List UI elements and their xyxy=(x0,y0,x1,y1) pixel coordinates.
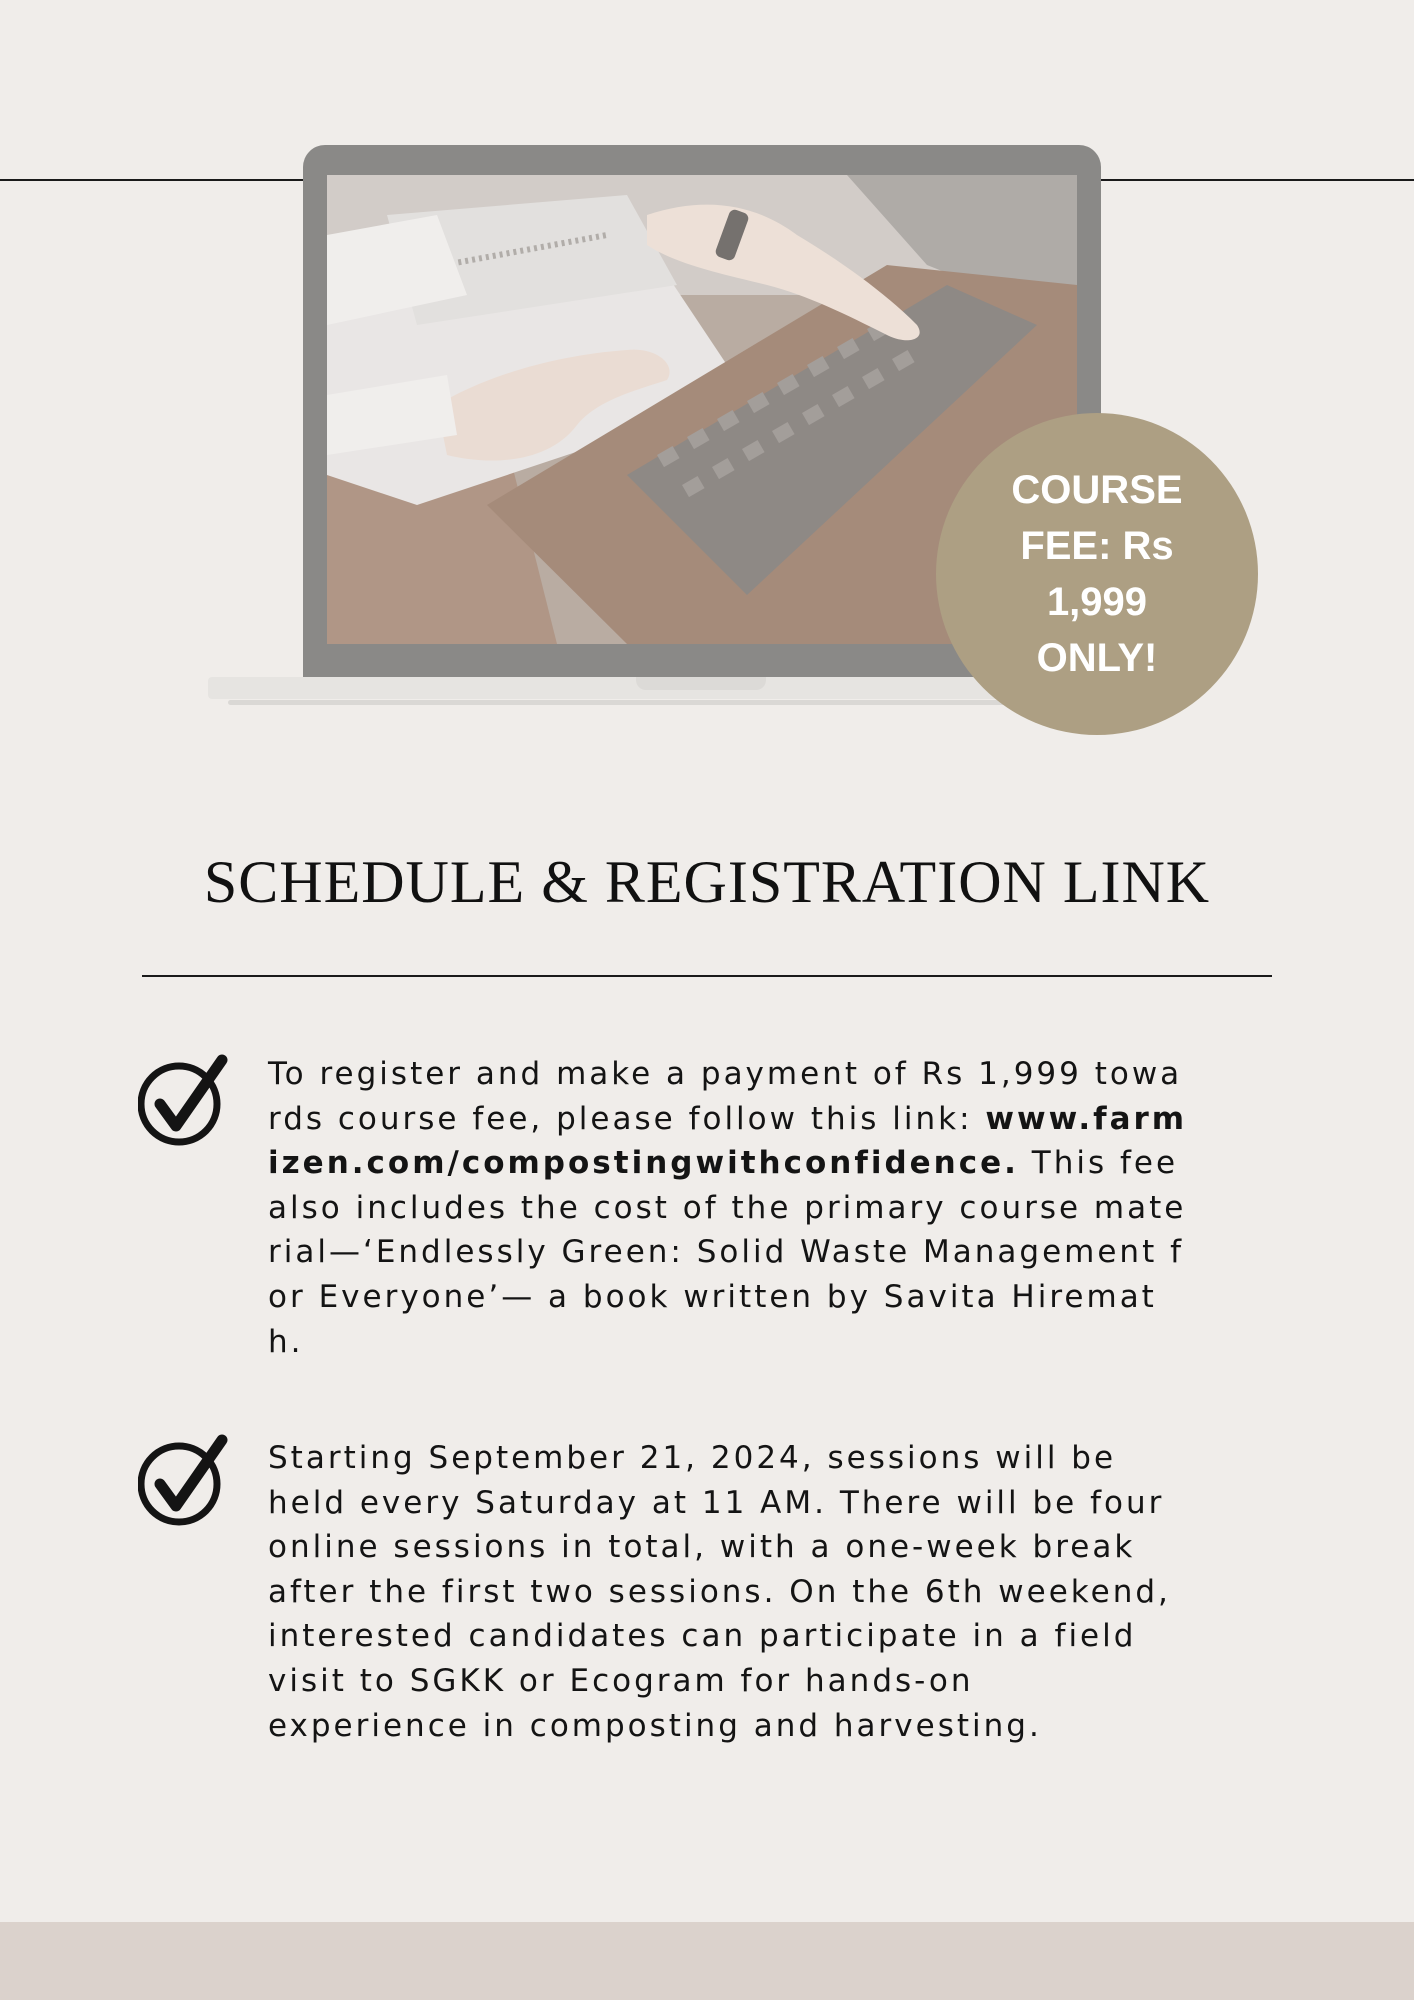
schedule-info: Starting September 21, 2024, sessions will be held every Saturday at 11 AM. There will be four online sessions in total, with a one-week break after the first two sessions. On the 6th weekend, interested candidates can participate in a field visit to SGKK or Ecogram for hands-on experience in composting and harvesting. xyxy=(268,1440,1171,1744)
registration-link[interactable]: www.farmizen.com/compostingwithconfidence. xyxy=(268,1100,1188,1182)
course-fee-text: COURSE FEE: Rs 1,999 ONLY! xyxy=(1011,468,1183,680)
page-title: SCHEDULE & REGISTRATION LINK xyxy=(203,849,1211,915)
laptop-base xyxy=(208,677,1028,699)
title-divider xyxy=(142,975,1272,977)
registration-info xyxy=(268,1052,1188,1364)
checkmark-icon xyxy=(138,1434,232,1528)
footer-band xyxy=(0,1922,1414,2000)
checkmark-icon xyxy=(138,1054,232,1148)
registration-intro: To register and make a payment of Rs 1,999 towards course fee, please follow this link: xyxy=(268,1056,1183,1137)
laptop-base-shadow xyxy=(228,700,1018,705)
laptop-notch xyxy=(636,677,766,690)
course-fee-badge xyxy=(936,413,1258,735)
registration-details: This fee also includes the cost of the primary course material—‘Endlessly Green: Solid Waste Management for Everyone’— a book written by Savita Hiremath. xyxy=(268,1145,1187,1360)
